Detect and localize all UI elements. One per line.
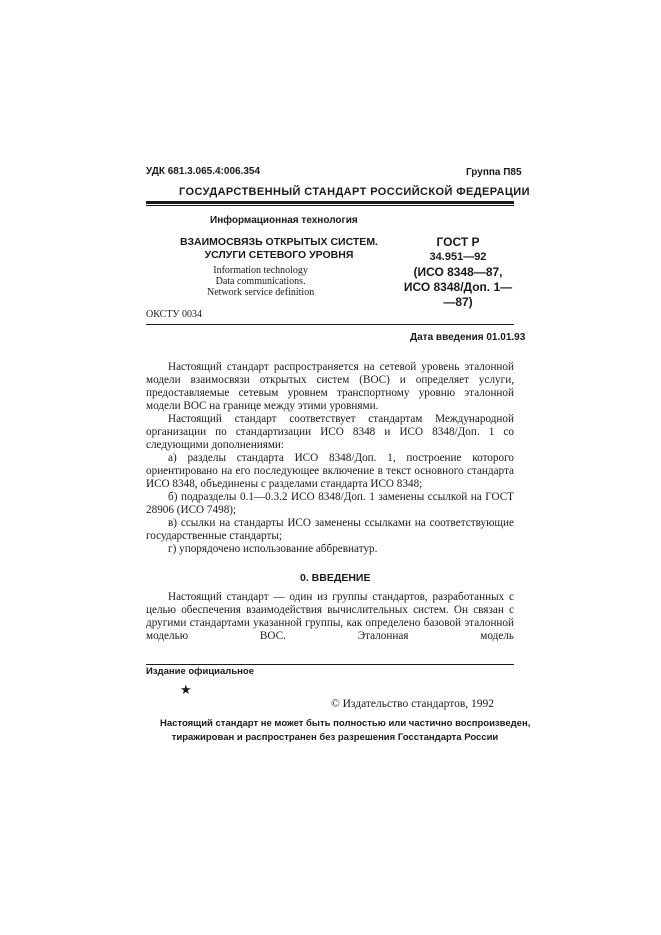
section-heading: 0. ВВЕДЕНИЕ: [300, 572, 371, 584]
gost-designation: [400, 235, 516, 310]
paragraph-conformance: Настоящий стандарт соответствует стандартам Международной организации по стандартизации ИСО 8348 и ИСО 8348/Доп. 1 со следующими дополнениями:: [146, 413, 514, 451]
gost-line-1: ГОСТ Р: [436, 235, 480, 249]
header-divider-thin: [146, 205, 514, 206]
title-divider: [146, 324, 514, 325]
star-icon: ★: [180, 682, 192, 697]
paragraph-scope: Настоящий стандарт распространяется на сетевой уровень эталонной модели взаимосвязи открытых систем (ВОС) и определяет услуги, предоставляемые сетевым уровнем транспортному уровню эталонной модели ВОС на границе между этими уровнями.: [146, 361, 514, 412]
udk-code: УДК 681.3.065.4:006.354: [146, 166, 261, 177]
list-item-g: г) упорядочено использование аббревиатур.: [168, 543, 378, 555]
introduction-text: [146, 591, 514, 643]
main-text: [146, 361, 514, 556]
footer-divider: [146, 664, 514, 665]
gost-line-5: —87): [443, 295, 473, 309]
official-edition-label: Издание официальное: [146, 666, 254, 677]
english-title-line-2: Data communications.: [215, 276, 306, 287]
title-line-2: УСЛУГИ СЕТЕВОГО УРОВНЯ: [204, 249, 354, 261]
gost-line-3: (ИСО 8348—87,: [413, 265, 503, 279]
category-label: Информационная технология: [210, 215, 358, 226]
gost-line-4: ИСО 8348/Доп. 1—: [403, 280, 513, 294]
group-code: Группа П85: [466, 167, 522, 178]
okstu-code: ОКСТУ 0034: [146, 309, 203, 320]
standard-title: ГОСУДАРСТВЕННЫЙ СТАНДАРТ РОССИЙСКОЙ ФЕДЕРАЦИИ: [179, 186, 530, 198]
gost-line-2: 34.951—92: [429, 251, 487, 263]
english-title-line-3: Network service definition: [207, 287, 315, 298]
english-title-line-1: Information technology: [213, 265, 308, 276]
list-item-v: в) ссылки на стандарты ИСО заменены ссылками на соответствующие государственные стандарты;: [146, 517, 514, 542]
reproduction-notice: [160, 717, 531, 745]
list-item-b: б) подразделы 0.1—0.3.2 ИСО 8348/Доп. 1 заменены ссылкой на ГОСТ 28906 (ИСО 7498);: [146, 491, 514, 516]
list-item-a: а) разделы стандарта ИСО 8348/Доп. 1, построение которого ориентировано на его последующее включение в текст основного стандарта ИСО 8348, объединены с разделами стандарта ИСО 8348;: [146, 452, 514, 490]
header-divider-thick: [146, 201, 514, 204]
document-title: [180, 236, 378, 262]
title-line-1: ВЗАИМОСВЯЗЬ ОТКРЫТЫХ СИСТЕМ.: [180, 236, 378, 248]
notice-line-2: тиражирован и распространен без разрешения Госстандарта России: [171, 732, 499, 743]
copyright-notice: © Издательство стандартов, 1992: [331, 698, 495, 710]
english-title: [207, 265, 314, 298]
paragraph-introduction: Настоящий стандарт — один из группы стандартов, разработанных с целью обеспечения взаимодействия вычислительных систем. Он связан с другими стандартами указанной группы, как определено базовой эталонной моделью ВОС. Эталонная модель: [146, 591, 514, 642]
introduction-date: Дата введения 01.01.93: [410, 332, 526, 343]
notice-line-1: Настоящий стандарт не может быть полностью или частично воспроизведен,: [160, 718, 531, 729]
